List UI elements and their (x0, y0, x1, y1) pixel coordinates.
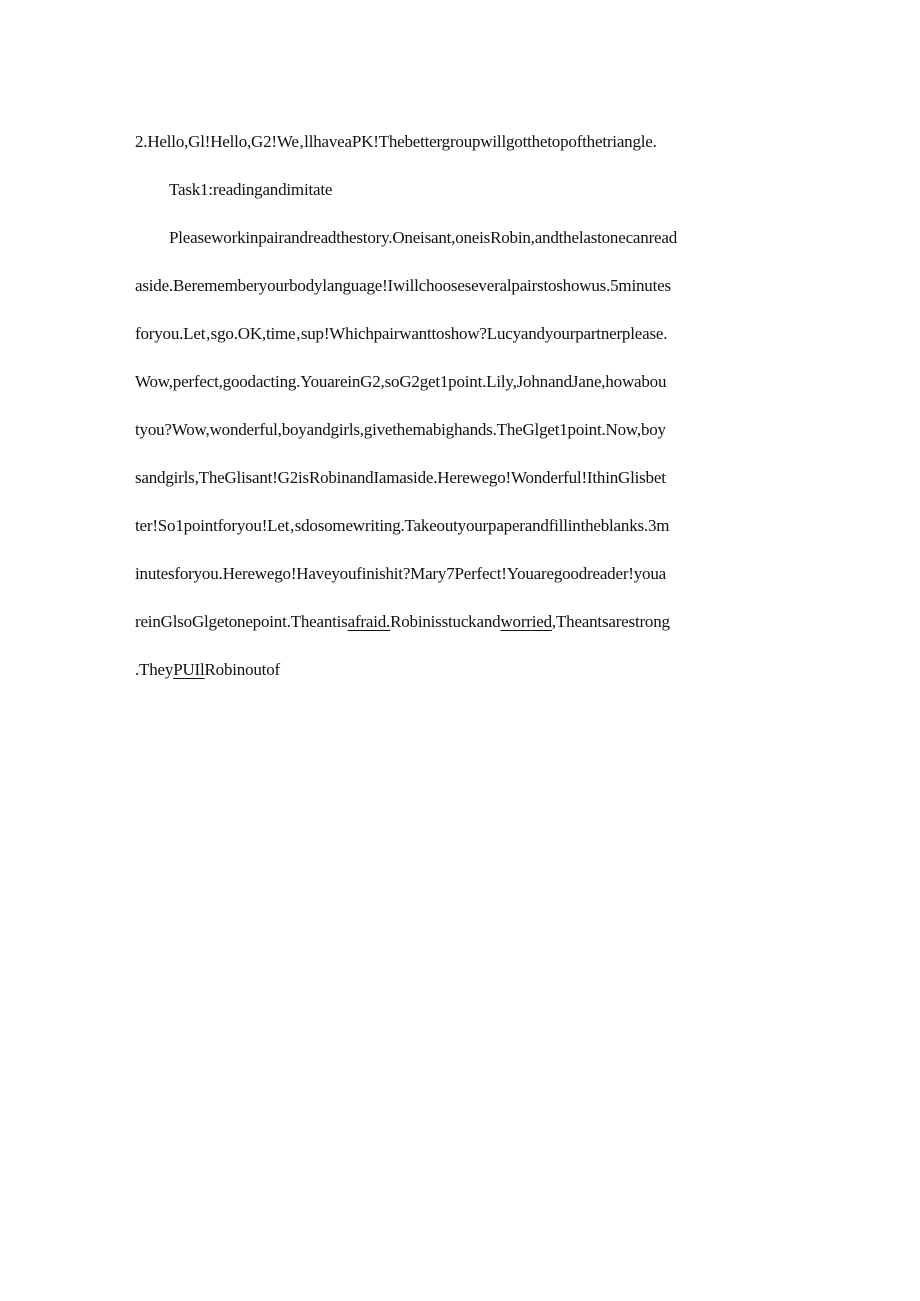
fill-blank-answer: worried (500, 612, 552, 631)
paragraph-line-10 (135, 646, 790, 694)
paragraph-line-5: tyou?Wow,wonderful,boyandgirls,givethemabighands.TheGlget1point.Now,boy (135, 420, 666, 439)
task-heading: Task1:readingandimitate (169, 180, 333, 199)
line-text: Robinoutof (204, 660, 280, 679)
line-text: .They (135, 660, 174, 679)
paragraph-line-6: sandgirls,TheGlisant!G2isRobinandIamaside.Herewego!Wonderful!IthinGlisbet (135, 468, 666, 487)
paragraph-line-4: Wow,perfect,goodacting.YouareinG2,soG2get1point.Lily,JohnandJane,howabou (135, 372, 667, 391)
paragraph-line-7: ter!So1pointforyou!Let‚sdosomewriting.Takeoutyourpaperandfillintheblanks.3m (135, 516, 670, 535)
line-text: Robinisstuckand (390, 612, 501, 631)
line-text: reinGlsoGlgetonepoint.Theantis (135, 612, 348, 631)
fill-blank-answer: afraid. (347, 612, 391, 631)
document-text (135, 118, 790, 694)
paragraph-line-1: Pleaseworkinpairandreadthestory.Oneisant,oneisRobin,andthelastonecanread (169, 228, 678, 247)
paragraph-line-2: aside.Berememberyourbodylanguage!Iwillchooseseveralpairstoshowus.5minutes (135, 276, 671, 295)
paragraph-line-9 (135, 598, 790, 646)
paragraph-line-3: foryou.Let‚sgo.OK,time‚sup!Whichpairwanttoshow?Lucyandyourpartnerplease. (135, 324, 668, 343)
paragraph-line-8: inutesforyou.Herewego!Haveyoufinishit?Mary7Perfect!Youaregoodreader!youa (135, 564, 666, 583)
greeting-line: 2.Hello,Gl!Hello,G2!We‚llhaveaPK!Thebettergroupwillgotthetopofthetriangle. (135, 132, 657, 151)
line-text: ,Theantsarestrong (551, 612, 670, 631)
fill-blank-answer: PUIl (173, 660, 205, 679)
